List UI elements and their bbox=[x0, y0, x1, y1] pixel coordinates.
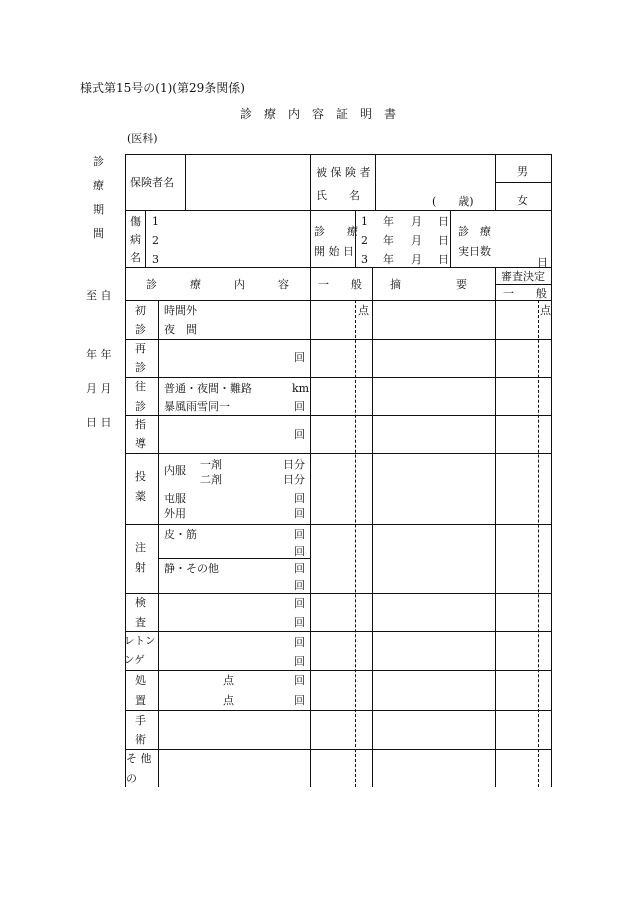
row-treatment-point-2: 点 bbox=[223, 694, 234, 707]
row-initial-review-point-unit: 点 bbox=[540, 304, 551, 317]
row-xray-label-2: ンゲ bbox=[124, 654, 145, 666]
row-guidance-label-1: 指 bbox=[135, 418, 146, 431]
date-row-1-n: 1 bbox=[361, 215, 368, 228]
period-label-1: 診 bbox=[93, 155, 104, 168]
date-row-1-d: 日 bbox=[438, 215, 449, 228]
form-number: 様式第15号の(1)(第29条関係) bbox=[80, 81, 245, 95]
row-surgery-label-1: 手 bbox=[135, 714, 146, 727]
row-home-type: 普通・夜間・難路 bbox=[164, 382, 252, 395]
disease-label-3: 名 bbox=[130, 251, 141, 264]
disease-num-3: 3 bbox=[152, 253, 159, 266]
row-revisit-label-1: 再 bbox=[135, 342, 146, 355]
row-exam-unit-2: 回 bbox=[294, 616, 305, 629]
female-option[interactable]: 女 bbox=[517, 194, 528, 207]
date-row-2-m: 月 bbox=[411, 234, 422, 247]
row-exam-label-1: 検 bbox=[135, 596, 146, 609]
row-xray-unit-1: 回 bbox=[294, 636, 305, 649]
row-drug-label-2: 薬 bbox=[135, 490, 146, 503]
date-row-3-d: 日 bbox=[438, 253, 449, 266]
row-guidance-label-2: 導 bbox=[135, 437, 146, 450]
row-injection-vein: 静・その他 bbox=[164, 562, 219, 575]
row-drug-one-dose: 一剤 bbox=[200, 458, 222, 471]
row-injection-skin-unit-2: 回 bbox=[294, 545, 305, 558]
row-exam-label-2: 査 bbox=[135, 616, 146, 629]
row-initial-label-2: 診 bbox=[135, 323, 146, 336]
date-row-2-d: 日 bbox=[438, 234, 449, 247]
row-injection-label-2: 射 bbox=[135, 561, 146, 574]
date-row-1-m: 月 bbox=[411, 215, 422, 228]
row-drug-external-unit: 回 bbox=[294, 507, 305, 520]
row-surgery-label-2: 術 bbox=[135, 733, 146, 746]
date-row-2-y: 年 bbox=[383, 234, 394, 247]
col-general-header: 一 般 bbox=[318, 278, 362, 291]
row-drug-tonpuku: 屯服 bbox=[164, 492, 186, 505]
disease-num-1: 1 bbox=[152, 215, 159, 228]
row-other-label-2: の bbox=[126, 772, 137, 785]
start-date-label-2: 開 始 日 bbox=[314, 245, 354, 258]
col-review-general-header: 一 般 bbox=[503, 287, 547, 300]
age-label: ( 歳) bbox=[432, 195, 474, 208]
row-treatment-unit-2: 回 bbox=[294, 694, 305, 707]
from-to-label: 至 自 bbox=[86, 289, 112, 302]
row-drug-internal: 内服 bbox=[164, 464, 186, 477]
row-treatment-label-2: 置 bbox=[135, 694, 146, 707]
row-revisit-label-2: 診 bbox=[135, 361, 146, 374]
row-initial-overtime: 時間外 bbox=[164, 304, 197, 317]
row-initial-point-unit: 点 bbox=[358, 304, 369, 317]
page-title: 診 療 内 容 証 明 書 bbox=[240, 107, 397, 121]
subtitle: (医科) bbox=[127, 132, 158, 145]
row-injection-label-1: 注 bbox=[135, 541, 146, 554]
row-other-label-1: そ 他 bbox=[126, 752, 152, 765]
row-treatment-label-1: 処 bbox=[135, 674, 146, 687]
period-label-3: 期 bbox=[93, 203, 104, 216]
insurer-name-label: 保険者名 bbox=[130, 176, 174, 189]
actual-days-label-2: 実日数 bbox=[458, 245, 491, 258]
row-drug-external: 外用 bbox=[164, 507, 186, 520]
insurer-name-field[interactable] bbox=[187, 156, 308, 208]
row-drug-tonpuku-unit: 回 bbox=[294, 492, 305, 505]
period-label-2: 療 bbox=[93, 179, 104, 192]
insured-label: 被 保 険 者 bbox=[316, 166, 371, 179]
row-xray-unit-2: 回 bbox=[294, 655, 305, 668]
date-row-2-n: 2 bbox=[361, 234, 368, 247]
row-drug-label-1: 投 bbox=[135, 470, 146, 483]
row-home-km-unit: km bbox=[292, 382, 310, 395]
row-drug-day-unit-1: 日分 bbox=[283, 458, 305, 471]
male-option[interactable]: 男 bbox=[517, 165, 528, 178]
row-treatment-point-1: 点 bbox=[223, 674, 234, 687]
row-home-label-1: 往 bbox=[135, 380, 146, 393]
date-row-3-n: 3 bbox=[361, 253, 368, 266]
row-guidance-unit: 回 bbox=[294, 428, 305, 441]
row-injection-skin: 皮・筋 bbox=[164, 528, 197, 541]
disease-num-2: 2 bbox=[152, 234, 159, 247]
col-content-header: 診 療 内 容 bbox=[146, 278, 289, 291]
date-row-1-y: 年 bbox=[383, 215, 394, 228]
col-summary-header: 摘 要 bbox=[390, 278, 467, 291]
row-drug-day-unit-2: 日分 bbox=[283, 473, 305, 486]
date-row-3-m: 月 bbox=[411, 253, 422, 266]
row-revisit-unit: 回 bbox=[294, 351, 305, 364]
row-injection-vein-unit-2: 回 bbox=[294, 579, 305, 592]
row-home-storm: 暴風雨雪同一 bbox=[164, 400, 230, 413]
row-xray-label-1: レトン bbox=[124, 635, 156, 647]
actual-days-unit: 日 bbox=[537, 256, 548, 269]
month-label: 月 月 bbox=[86, 382, 112, 395]
disease-label-1: 傷 bbox=[130, 215, 141, 228]
row-initial-night: 夜 間 bbox=[164, 323, 197, 336]
actual-days-label-1: 診 療 bbox=[458, 225, 491, 238]
row-home-unit: 回 bbox=[294, 400, 305, 413]
row-home-label-2: 診 bbox=[135, 400, 146, 413]
year-label: 年 年 bbox=[86, 348, 112, 361]
row-injection-skin-unit-1: 回 bbox=[294, 528, 305, 541]
disease-label-2: 病 bbox=[130, 233, 141, 246]
row-drug-two-dose: 二剤 bbox=[200, 473, 222, 486]
start-date-label-1: 診 療 bbox=[314, 225, 358, 238]
row-exam-unit-1: 回 bbox=[294, 597, 305, 610]
insured-name-label: 氏 名 bbox=[316, 189, 360, 202]
day-label: 日 日 bbox=[86, 416, 112, 429]
row-injection-vein-unit-1: 回 bbox=[294, 562, 305, 575]
date-row-3-y: 年 bbox=[383, 253, 394, 266]
row-treatment-unit-1: 回 bbox=[294, 674, 305, 687]
col-review-header: 審査決定 bbox=[501, 270, 545, 283]
period-label-4: 間 bbox=[93, 227, 104, 240]
row-initial-label-1: 初 bbox=[135, 304, 146, 317]
